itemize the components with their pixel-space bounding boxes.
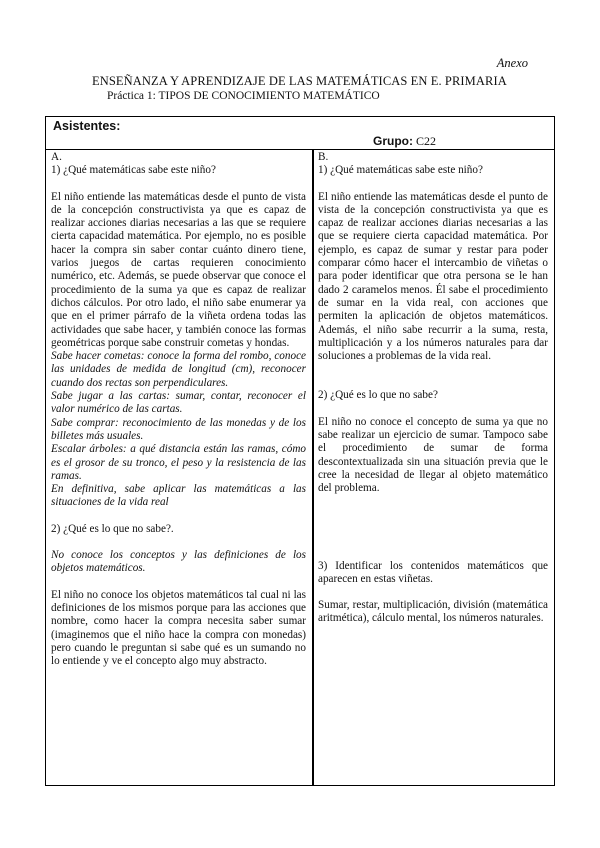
grupo-field (373, 134, 436, 149)
column-a-italic-6: No conoce los conceptos y las definiciones de los objetos matemáticos. (51, 549, 306, 575)
column-a-italic-4: Escalar árboles: a qué distancia están las ramas, cómo es el grosor de su tronco, el peso y la resistencia de las ramas. (51, 443, 306, 482)
column-a-answer-2: El niño no conoce los objetos matemáticos tal cual ni las definiciones de los mismos porque para las acciones que nombre, como hacer la compra necesita saber sumar (imaginemos que el niño hace la compra con monedas) pero cuando le preguntan si sabe qué es un sumando no lo entiende y ve el concepto algo muy abstracto. (51, 588, 306, 668)
column-b (318, 151, 548, 626)
column-a-question-2: 2) ¿Qué es lo que no sabe?. (51, 522, 174, 535)
anexo-label: Anexo (496, 56, 528, 70)
column-divider (312, 149, 314, 785)
grupo-label: Grupo: (373, 134, 413, 148)
grupo-value: C22 (416, 134, 437, 148)
column-b-answer-2: El niño no conoce el concepto de suma ya que no sabe realizar un ejercicio de sumar. Tampoco sabe el procedimiento de sumar de forma descontextualizada sin una situación previa que le cree la necesidad de llegar al objeto matemático del problema. (318, 415, 548, 495)
column-b-answer-3: Sumar, restar, multiplicación, división (matemática aritmética), cálculo mental, los números naturales. (318, 599, 548, 625)
column-b-question-3: 3) Identificar los contenidos matemáticos que aparecen en estas viñetas. (318, 559, 548, 585)
column-a-answer-1: El niño entiende las matemáticas desde el punto de vista de la concepción constructivista ya que es capaz de realizar acciones diarias necesarias a las que se requiere cierta capacidad matemática. Por ejemplo, no es posible hacer la compra sin saber contar cuánto dinero tiene, varios juegos de cartas requieren conocimiento numérico, etc. Además, se puede observar que conoce el procedimiento de la suma ya que es capaz de realizar dichos cálculos. Por otro lado, el niño sabe enumerar ya que en el primer párrafo de la viñeta ordena todas las actividades que sabe hacer, y también conoce las formas geométricas porque sabe construir cometas y hondas. (51, 190, 306, 349)
column-a-italic-1: Sabe hacer cometas: conoce la forma del rombo, conoce las unidades de medida de longitud (cm), reconocer cuando dos rectas son perpendiculares. (51, 350, 306, 389)
column-a-question-1: 1) ¿Qué matemáticas sabe este niño? (51, 164, 216, 177)
column-a-italic-2: Sabe jugar a las cartas: sumar, contar, reconocer el valor numérico de las cartas. (51, 390, 306, 416)
asistentes-label: Asistentes: (53, 119, 121, 133)
document-title: ENSEÑANZA Y APRENDIZAJE DE LAS MATEMÁTICAS EN E. PRIMARIA (92, 74, 507, 88)
column-b-question-2: 2) ¿Qué es lo que no sabe? (318, 389, 438, 402)
column-a-italic-3: Sabe comprar: reconocimiento de las monedas y de los billetes más usuales. (51, 416, 306, 442)
column-a-letter: A. (51, 151, 62, 163)
table-header (46, 117, 554, 150)
column-a (51, 151, 306, 668)
column-a-italic-5: En definitiva, sabe aplicar las matemáticas a las situaciones de la vida real (51, 483, 306, 509)
column-b-letter: B. (318, 151, 329, 163)
practice-table (45, 116, 555, 786)
document-subtitle: Práctica 1: TIPOS DE CONOCIMIENTO MATEMÁTICO (107, 90, 380, 102)
column-b-question-1: 1) ¿Qué matemáticas sabe este niño? (318, 164, 483, 177)
column-b-answer-1: El niño entiende las matemáticas desde el punto de vista de la concepción constructivista ya que es capaz de realizar acciones diarias necesarias a las que se requiere cierta capacidad matemática. Por ejemplo, es capaz de sumar y restar para poder comparar cómo hacer el intercambio de viñetas o para poder identificar que otra persona se le han dado 2 caramelos menos. Él sabe el procedimiento de sumar en la vida real, con acciones que permiten la aplicación de objetos matemáticos. Además, el niño sabe recurrir a la suma, resta, multiplicación y a los números naturales para dar soluciones a problemas de la vida real. (318, 190, 548, 363)
